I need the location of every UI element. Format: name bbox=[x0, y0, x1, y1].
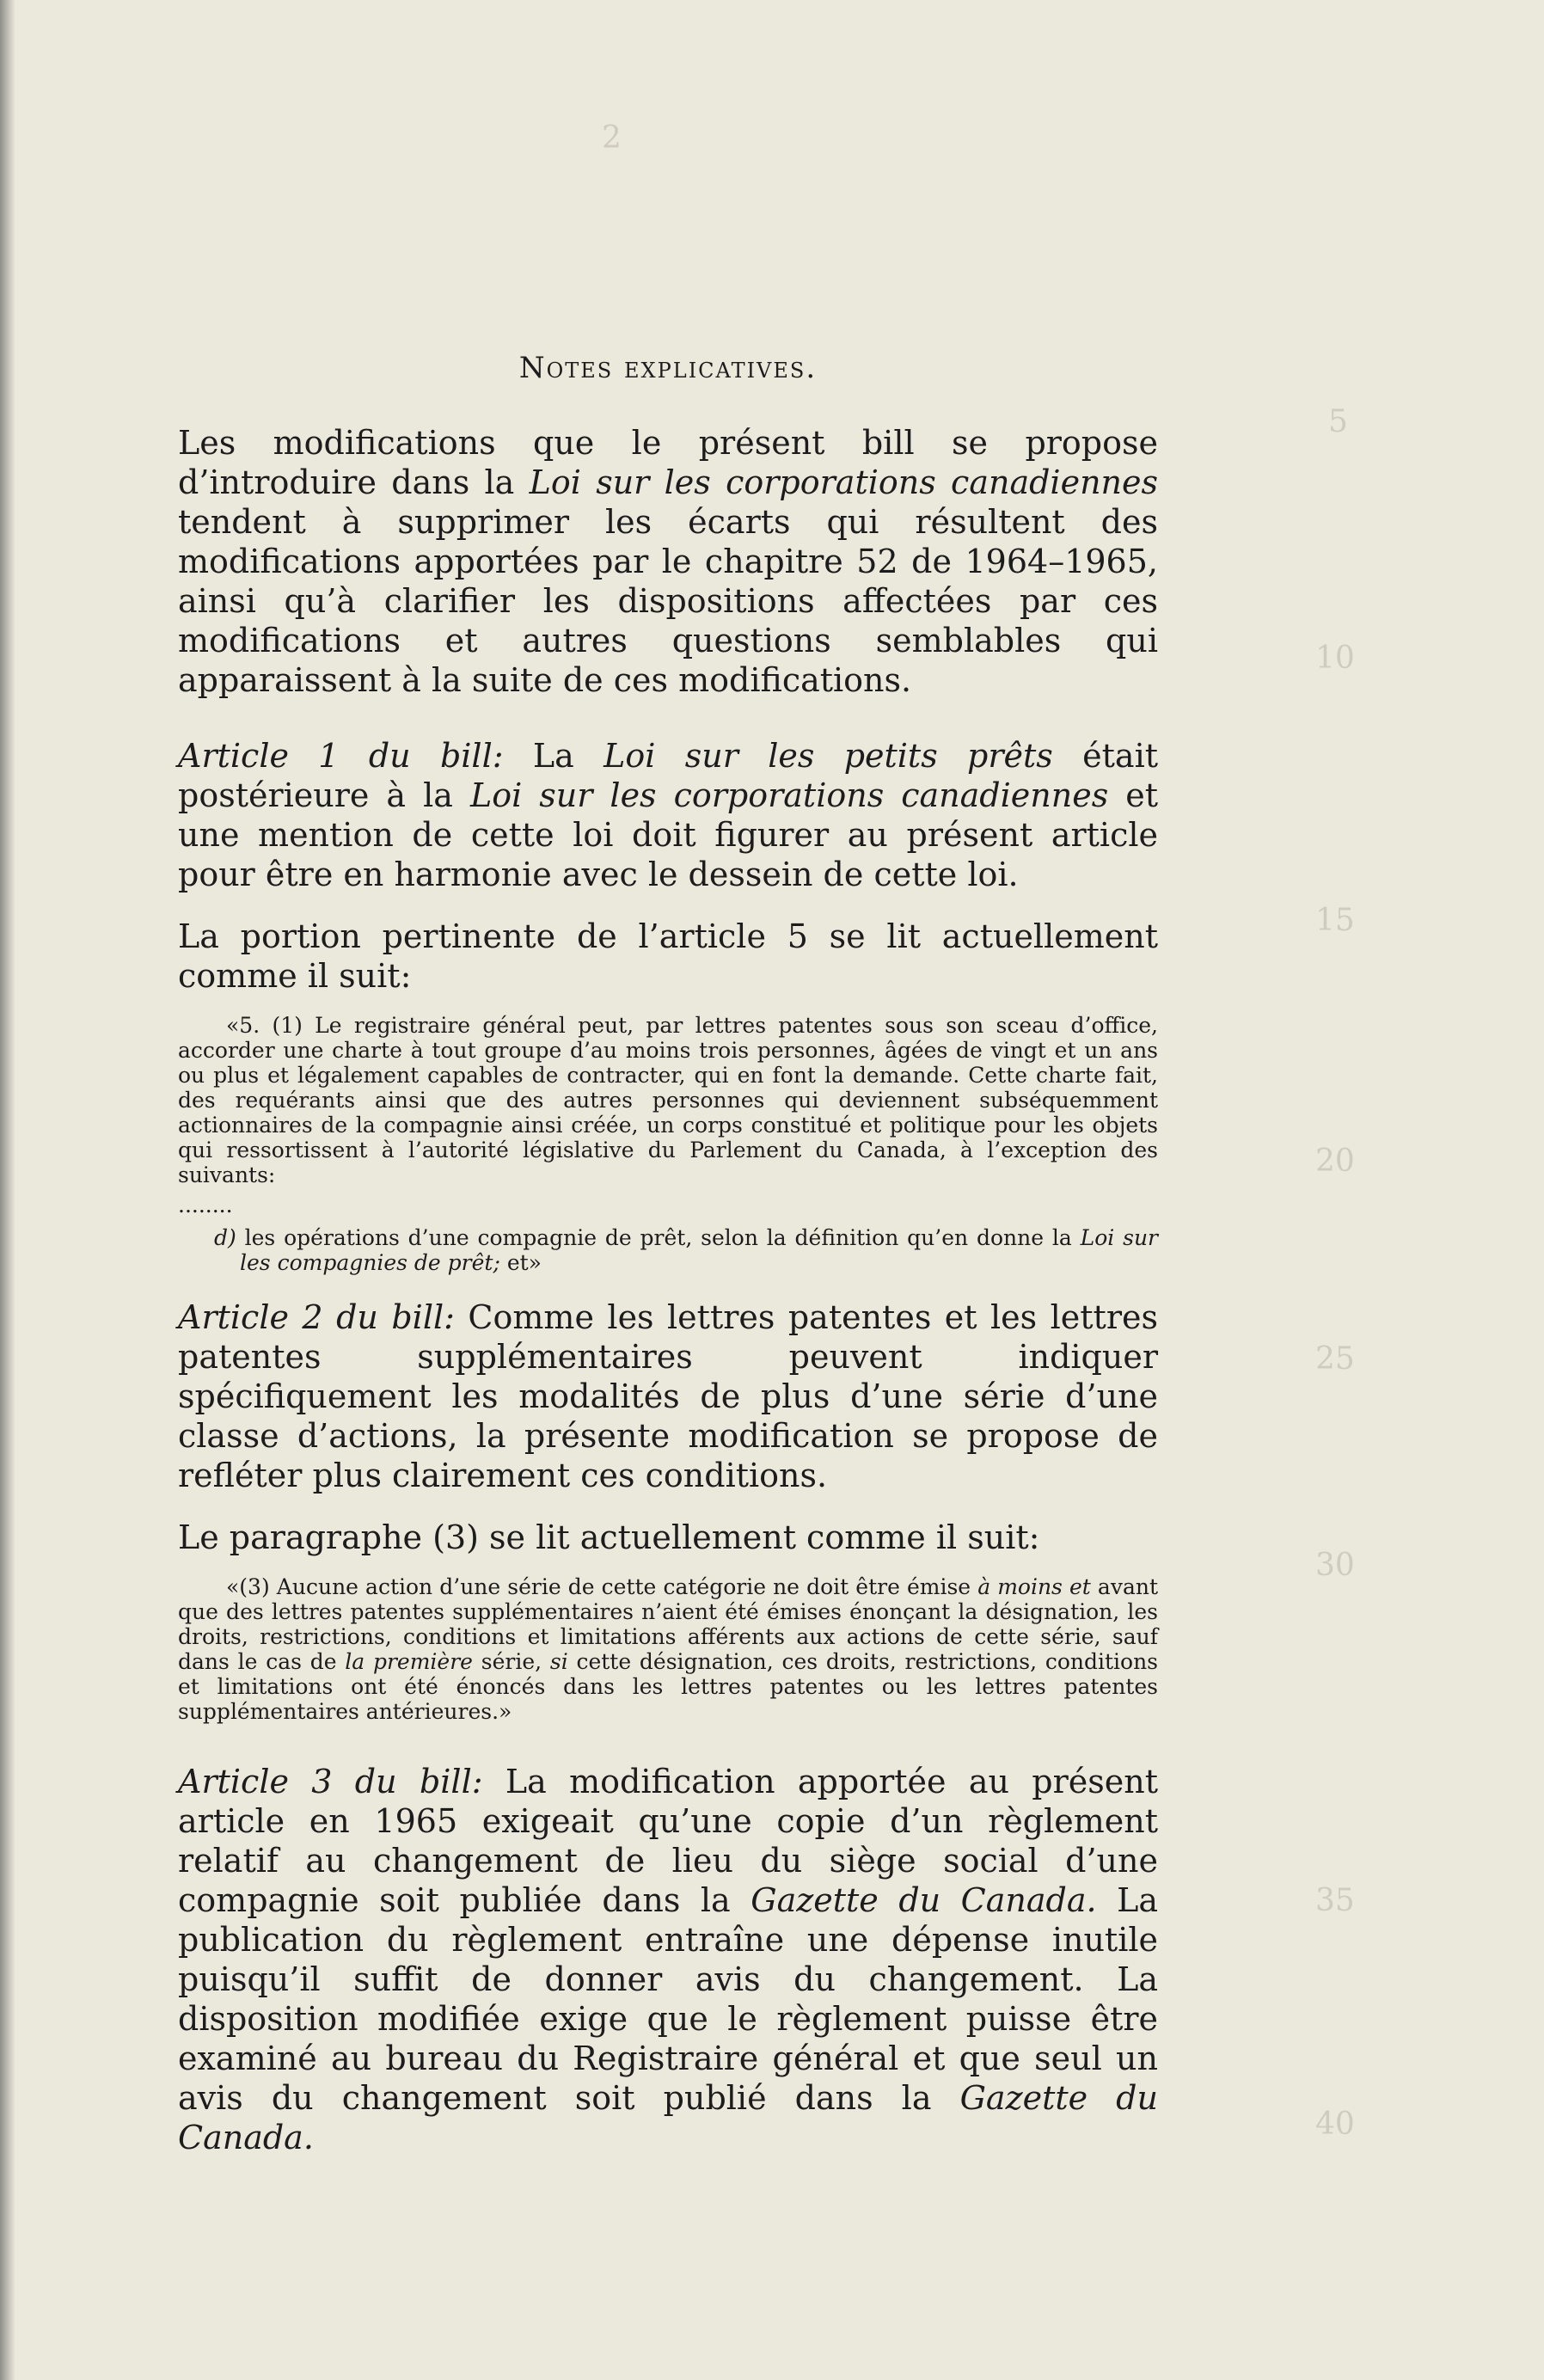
article-3-text-1: La modification apportée au présent article en 1965 exigeait qu’une copie d’un règlement relatif au changement de lieu du siège social d’une compagnie soit publiée dans la bbox=[178, 1763, 1158, 1919]
article-1-quote-text: «5. (1) Le registraire général peut, par lettres patentes sous son sceau d’office, accorder une charte à tout groupe d’au moins trois personnes, âgées de vingt et un ans ou plus et légalement capables de contracter, qui en font la demande. Cette charte fait, des requérants ainsi que des autres personnes qui deviennent subséquemment actionnaires de la compagnie ainsi créée, un corps constitué et politique pour les objets qui ressortissent à l’autorité législative du Parlement du Canada, à l’exception des suivants: bbox=[178, 1013, 1158, 1187]
quote-2-text-1: «(3) Aucune action d’une série de cette catégorie ne doit être émise bbox=[226, 1574, 978, 1599]
article-1-quote bbox=[178, 1013, 1158, 1275]
article-1-text-1: La bbox=[503, 737, 604, 775]
item-d-label: d) bbox=[214, 1225, 236, 1250]
article-1-quote-intro: La portion pertinente de l’article 5 se lit actuellement comme il suit: bbox=[178, 917, 1158, 995]
article-1-label: Article 1 du bill: bbox=[178, 737, 504, 775]
article-2-paragraph bbox=[178, 1297, 1158, 1495]
bleed-through-line-number: 15 bbox=[1315, 903, 1355, 938]
quote-2-text-2: avant que des lettres patentes supplémentaires n’aient été émises énonçant la désignation, les droits, restrictions, conditions et limitations afférents aux actions de cette série, sauf dans le cas de bbox=[178, 1574, 1159, 1674]
page-content bbox=[178, 351, 1158, 2157]
bleed-through-line-number: 5 bbox=[1328, 404, 1348, 439]
quote-2-italic-1: à moins et bbox=[977, 1574, 1091, 1599]
bleed-through-line-number: 20 bbox=[1315, 1144, 1355, 1179]
quote-2-italic-2: la première bbox=[345, 1649, 473, 1674]
article-1-act-corporations: Loi sur les corporations canadiennes bbox=[469, 776, 1109, 814]
article-3-label: Article 3 du bill: bbox=[178, 1763, 483, 1800]
bleed-through-line-number: 35 bbox=[1315, 1883, 1355, 1918]
article-3-gazette-2: Gazette du Canada. bbox=[178, 2079, 1158, 2156]
article-3-text-2: La publication du règlement entraîne une dépense inutile puisqu’il suffit de donner avis du changement. La disposition modifiée exige que le règlement puisse être examiné au bureau du Registraire général et que seul un avis du changement soit publié dans la bbox=[178, 1881, 1158, 2117]
bleed-through-line-number: 25 bbox=[1315, 1341, 1355, 1377]
article-2-text: Comme les lettres patentes et les lettres patentes supplémentaires peuvent indiquer spécifiquement les modalités de plus d’une série d’une classe d’actions, la présente modification se propose de refléter plus clairement ces conditions. bbox=[178, 1298, 1158, 1494]
book-spine-shadow bbox=[0, 0, 15, 2380]
intro-text-1: Les modifications que le présent bill se propose d’introduire dans la bbox=[178, 424, 1158, 501]
bleed-through-line-number: 40 bbox=[1315, 2107, 1355, 2142]
article-1-quote-item-d bbox=[178, 1225, 1158, 1275]
item-d-text: les opérations d’une compagnie de prêt, selon la définition qu’en donne la bbox=[236, 1225, 1081, 1250]
article-2-quote-intro: Le paragraphe (3) se lit actuellement comme il suit: bbox=[178, 1518, 1040, 1556]
article-2-quote bbox=[178, 1574, 1158, 1724]
article-1-paragraph bbox=[178, 736, 1158, 894]
article-1-text-2: était postérieure à la bbox=[178, 737, 1158, 814]
bleed-through-line-number: 30 bbox=[1315, 1548, 1355, 1583]
bleed-through-page-number: 2 bbox=[602, 120, 622, 156]
bleed-through-line-number: 10 bbox=[1315, 641, 1355, 676]
quote-2-text-3: série, bbox=[472, 1649, 550, 1674]
article-2-quote-text bbox=[178, 1574, 1158, 1724]
quote-2-text-4: cette désignation, ces droits, restrictions, conditions et limitations ont été énoncés dans les lettres patentes ou les lettres patentes supplémentaires antérieures.» bbox=[178, 1649, 1158, 1724]
article-1-act-small-loans: Loi sur les petits prêts bbox=[604, 737, 1053, 775]
intro-act-title: Loi sur les corporations canadiennes bbox=[529, 463, 1159, 501]
article-3-gazette-1: Gazette du Canada. bbox=[751, 1881, 1097, 1919]
intro-paragraph bbox=[178, 423, 1158, 700]
intro-text-2: tendent à supprimer les écarts qui résultent des modifications apportées par le chapitre 52 de 1964–1965, ainsi qu’à clarifier les dispositions affectées par ces modifications et autres questions semblables qui apparaissent à la suite de ces modifications. bbox=[178, 503, 1158, 699]
article-1-text-3: et une mention de cette loi doit figurer au présent article pour être en harmonie avec le dessein de cette loi. bbox=[178, 776, 1158, 893]
article-1-quote-ellipsis: ........ bbox=[178, 1193, 233, 1218]
article-3-paragraph bbox=[178, 1762, 1158, 2157]
item-d-end: et» bbox=[499, 1250, 542, 1275]
article-2-label: Article 2 du bill: bbox=[178, 1298, 455, 1336]
item-d-act: Loi sur les compagnies de prêt; bbox=[240, 1225, 1158, 1275]
page-heading: Notes explicatives. bbox=[518, 351, 818, 385]
quote-2-italic-3: si bbox=[549, 1649, 568, 1674]
